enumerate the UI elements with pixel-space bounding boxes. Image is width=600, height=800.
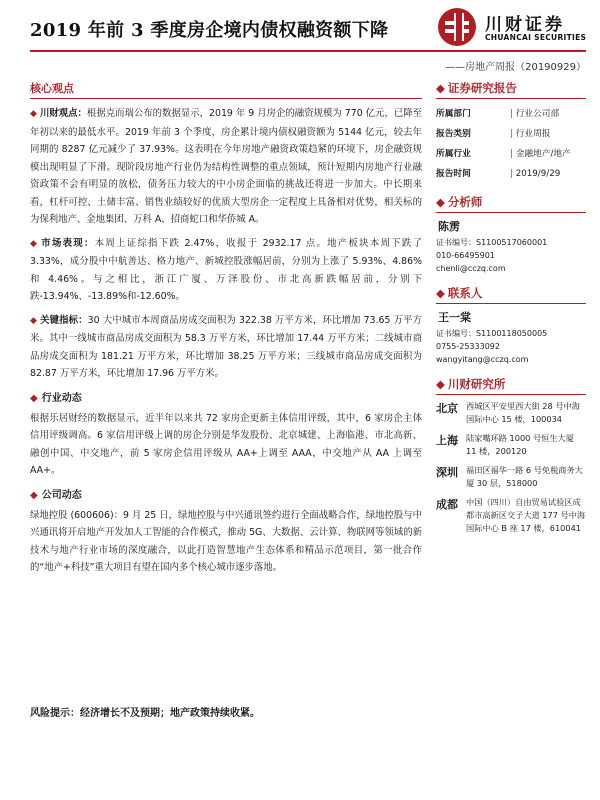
bullet-icon: ◆	[30, 489, 38, 501]
bullet-icon: ◆	[30, 392, 38, 404]
office-address: 西城区平安里西大街 28 号中海国际中心 15 楼，100034	[466, 401, 580, 424]
core-paragraph-market	[30, 235, 422, 306]
institute-heading	[436, 376, 586, 395]
office-city: 上海	[436, 434, 458, 447]
info-row	[436, 124, 586, 144]
industry-heading-text: 行业动态	[41, 392, 82, 404]
analyst-heading-text: 分析师	[447, 195, 483, 209]
diamond-icon: ◆	[436, 195, 445, 209]
contact-heading	[436, 285, 586, 304]
info-key: 所属部门	[436, 109, 471, 119]
contact-phone: 0755-25333092	[436, 342, 500, 351]
company-heading	[30, 486, 422, 501]
report-info-heading	[436, 80, 586, 99]
paragraph-text: 本周上证综指下跌 2.47%，收报于 2932.17 点。地产板块本周下跌了 3.33%，成分股中中航善达、格力地产、新城控股涨幅居前，分别为上涨了 5.93%、4.86%和 4.46%。与之相比，浙江广厦、万泽股份、市北高新跌幅居前，分别下跌-13.94%、-13.89%和-12.60%。	[30, 237, 422, 302]
bullet-icon: ◆	[30, 109, 37, 119]
office-shanghai	[436, 432, 586, 458]
header-divider	[30, 50, 586, 52]
analyst-phone: 010-66495901	[436, 251, 495, 260]
logo-chinese-name: 川财证券	[485, 15, 565, 35]
contact-heading-text: 联系人	[447, 286, 483, 300]
info-row	[436, 164, 586, 184]
diamond-icon: ◆	[436, 286, 445, 300]
core-paragraph-indicators	[30, 312, 422, 383]
info-row	[436, 104, 586, 124]
analyst-name: 陈雳	[438, 220, 460, 233]
paragraph-text: 根据克而瑞公布的数据显示，2019 年 9 月房企的融资规模为 770 亿元，已降至年初以来的最低水平。2019 年前 3 个季度，房企累计境内债权融资额为 5144 亿元，较去年同期的 8287 亿元减少了 37.93%。这表明在今年房地产融资政策趋紧的环境下，房企融资规模出现明显了下滑。现阶段房地产行业仍为结构性调整的重点领域，预计短期内房地产行业融资政策不会有明显的放松，债务压力较大的中小房企面临的挑战还将进一步加大。中长期来看，杠杆可控、土储丰富、销售业绩较好的优质大型房企一定程度上具备相对优势，相关标的为保利地产、金地集团、万科 A、招商蛇口和华侨城 A。	[30, 108, 422, 225]
office-city: 北京	[436, 402, 458, 415]
office-address: 中国（四川）自由贸易试验区成都市高新区交子大道 177 号中海国际中心 B 座 17 楼，610041	[466, 497, 586, 533]
info-value: | 行业周报	[510, 124, 550, 144]
info-value: | 行业公司部	[510, 104, 559, 124]
report-subtitle: ——房地产周报（20190929）	[445, 62, 586, 73]
analyst-cert: 证书编号：S1100517060001	[436, 238, 548, 247]
info-key: 所属行业	[436, 149, 471, 159]
diamond-icon: ◆	[436, 81, 445, 95]
bullet-icon: ◆	[30, 315, 38, 326]
analyst-heading	[436, 194, 586, 213]
main-column	[30, 80, 422, 583]
paragraph-lead: 市场表现：	[41, 237, 95, 249]
info-value: | 2019/9/29	[510, 164, 560, 184]
core-paragraph-view	[30, 105, 422, 229]
contact-cert: 证书编号：S1100118050005	[436, 329, 548, 338]
info-key: 报告类别	[436, 129, 471, 139]
diamond-icon: ◆	[436, 377, 445, 391]
paragraph-lead: 关键指标：	[40, 314, 88, 326]
company-paragraph: 绿地控股 (600606)：9 月 25 日，绿地控股与中兴通讯签约进行全面战略合作，绿地控股与中兴通讯将开启地产开发加人工智能的合作模式，推动 5G、大数据、云计算、物联网等领域的新技术与地产行业市场的深度融合，以此打造智慧地产生态体系和精品示范项目，第一批合作的“地产+科技”重大项目有望在国内多个核心城市逐步落地。	[30, 509, 422, 573]
paragraph-text: 30 大中城市本周商品房成交面积为 322.38 万平方米，环比增加 73.65 万平方米。其中一线城市商品房成交面积为 58.3 万平方米，环比增加 17.44 万平方米；二线城市商品房成交面积为 181.21 万平方米，环比增加 38.25 万平方米；三线城市商品房成交面积为 82.87 万平方米，环比增加 17.96 万平方米。	[30, 314, 422, 379]
risk-warning: 风险提示：经济增长不及预期；地产政策持续收紧。	[30, 708, 260, 719]
info-row	[436, 144, 586, 164]
info-value: | 金融地产/地产	[510, 144, 571, 164]
office-chengdu	[436, 496, 586, 535]
logo-mark-icon	[438, 8, 476, 46]
sidebar	[436, 80, 586, 541]
company-logo	[438, 8, 588, 52]
paragraph-lead: 川财观点：	[39, 108, 87, 119]
office-city: 成都	[436, 498, 458, 511]
logo-english-name: CHUANCAI SECURITIES	[485, 33, 587, 42]
office-address: 福田区福华一路 6 号免税商务大厦 30 层，518000	[466, 465, 583, 488]
bullet-icon: ◆	[30, 238, 39, 249]
industry-heading	[30, 389, 422, 404]
contact-name: 王一棠	[438, 311, 471, 324]
office-address: 陆家嘴环路 1000 号恒生大厦 11 楼，200120	[466, 433, 574, 456]
analyst-email[interactable]: chenli@cczq.com	[436, 264, 506, 273]
contact-email[interactable]: wangyitang@cczq.com	[436, 355, 529, 364]
info-key: 报告时间	[436, 169, 471, 179]
company-heading-text: 公司动态	[41, 489, 82, 501]
office-shenzhen	[436, 464, 586, 490]
core-views-heading: 核心观点	[30, 80, 422, 99]
report-info-heading-text: 证券研究报告	[447, 81, 517, 95]
office-city: 深圳	[436, 466, 458, 479]
industry-paragraph: 根据乐居财经的数据显示，近半年以来共 72 家房企更新主体信用评级，其中，6 家房企主体信用评级调高。6 家信用评级上调的房企分别是华发股份、北京城建、上海临港、市北高新、融创中国、中交地产，前 5 家房企信用评级从 AA+上调至 AAA，中交地产从 AA 上调至 AA+。	[30, 412, 422, 476]
report-title: 2019 年前 3 季度房企境内债权融资额下降	[30, 20, 389, 41]
institute-heading-text: 川财研究所	[447, 377, 506, 391]
office-beijing	[436, 400, 586, 426]
